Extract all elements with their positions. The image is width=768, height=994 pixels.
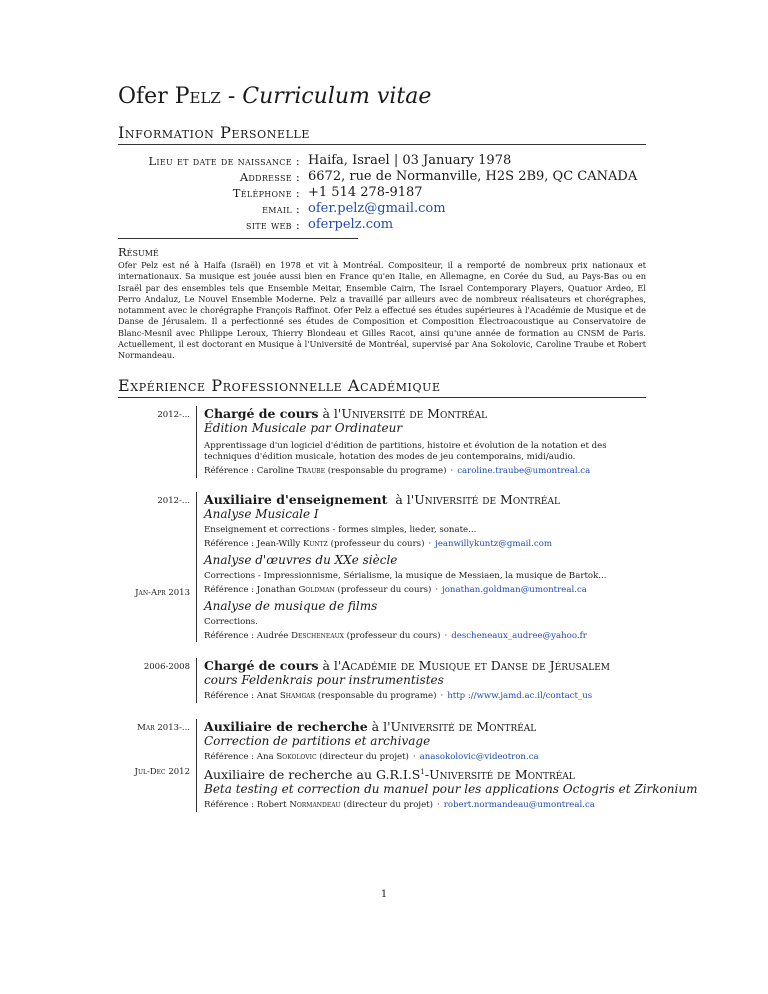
title-separator: - bbox=[220, 84, 243, 109]
reference-prefix: Référence : Anat bbox=[204, 691, 280, 702]
reference-last-name: Normandeau bbox=[289, 800, 341, 811]
reference-last-name: Descheneaux bbox=[291, 630, 344, 641]
email-link[interactable]: ofer.pelz@gmail.com bbox=[308, 201, 446, 216]
institution: Université de Montréal bbox=[414, 491, 560, 507]
reference-prefix: Référence : Jonathan bbox=[204, 585, 299, 596]
reference-suffix: (professeur du cours) bbox=[327, 539, 425, 550]
course-title: Édition Musicale par Ordinateur bbox=[204, 420, 403, 435]
page-number: 1 bbox=[380, 889, 388, 900]
at: à l' bbox=[367, 718, 391, 734]
website-link[interactable]: oferpelz.com bbox=[308, 217, 394, 232]
separator-dot: · bbox=[428, 539, 432, 550]
cv-page bbox=[118, 84, 698, 812]
experience-date-column bbox=[118, 658, 197, 702]
reference-last-name: Shamgar bbox=[279, 691, 316, 702]
reference-prefix: Référence : Robert bbox=[204, 800, 290, 811]
experience-date: Mar 2013-... bbox=[137, 722, 190, 733]
course-title: Beta testing et correction du manuel pour les applications Octogris et Zirkonium bbox=[204, 782, 698, 797]
first-name: Ofer bbox=[118, 84, 168, 109]
reference-email-link[interactable]: jeanwillykuntz@gmail.com bbox=[435, 539, 553, 550]
reference bbox=[204, 691, 646, 702]
experience-body bbox=[197, 719, 697, 812]
course-title: Analyse d'œuvres du XXe siècle bbox=[204, 552, 398, 567]
reference-prefix: Référence : Jean-Willy bbox=[204, 539, 303, 550]
reference bbox=[204, 585, 646, 596]
reference-email-link[interactable]: anasokolovic@videotron.ca bbox=[419, 751, 539, 762]
experience-date: 2006-2008 bbox=[143, 662, 190, 673]
reference-email-link[interactable]: jonathan.goldman@umontreal.ca bbox=[442, 585, 587, 596]
experience-date-column bbox=[118, 406, 197, 478]
experience-date: 2012-... bbox=[157, 409, 190, 420]
reference-prefix: Référence : Audrée bbox=[204, 630, 292, 641]
experience-date: Jul-Dec 2012 bbox=[134, 766, 190, 777]
reference-last-name: Sokolovic bbox=[276, 751, 317, 762]
page-title bbox=[118, 84, 646, 109]
section-title-experience: Expérience Professionnelle Académique bbox=[118, 376, 646, 398]
cv-label: Curriculum vitae bbox=[242, 84, 432, 109]
reference-last-name: Kuntz bbox=[302, 539, 328, 550]
resume-text: Ofer Pelz est né à Haifa (Israël) en 1978 et vit à Montréal. Compositeur, il a remporté de nombreux prix nationaux et internationaux. Sa musique est jouée aussi bien en France qu'en Italie, en Allemagne, en Corée du Sud, au Pays-Bas ou en Israël par des ensembles tels que Ensemble Meitar, Ensemble Cairn, The Israel Contemporary Players, Quatuor Ardeo, El Perro Andaluz, Le Nouvel Ensemble Moderne. Pelz a travaillé par ailleurs avec de nombreux réalisateurs et chorégraphes, notamment avec le chorégraphe François Raffinot. Ofer Pelz a effectué ses études supérieures à l'Académie de Musique et de Danse de Jérusalem. Il a perfectionné ses études de Composition et Composition Électroacoustique au Conservatoire de Blanc-Mesnil avec Philippe Leroux, Thierry Blondeau et Gilles Racot, ainsi qu'une année de formation au CNSM de Paris. Actuellement, il est doctorant en Musique à l'Université de Montréal, supervisé par Ana Sokolovic, Caroline Traube et Robert Normandeau. bbox=[118, 260, 646, 361]
reference bbox=[204, 631, 646, 642]
course-description: Enseignement et corrections - formes simples, lieder, sonate... bbox=[204, 524, 477, 535]
course-description: Apprentissage d'un logiciel d'édition de partitions, histoire et évolution de la notation et des techniques d'édition musicale, hotation des modes de jeu contemporains, midi/audio. bbox=[204, 440, 607, 463]
experience-body bbox=[197, 406, 646, 478]
at: à l' bbox=[387, 491, 415, 507]
separator-dot: · bbox=[450, 466, 454, 477]
last-name: Pelz bbox=[174, 84, 221, 109]
experience-heading bbox=[204, 658, 646, 673]
experience-body bbox=[197, 492, 646, 642]
separator-dot: · bbox=[435, 585, 439, 596]
experience-heading bbox=[204, 765, 697, 782]
info-label: Lieu et date de naissance : bbox=[148, 154, 300, 168]
info-row-birth bbox=[118, 153, 646, 169]
institution: Académie de Musique et Danse de Jérusalem bbox=[341, 658, 610, 674]
reference-suffix: (professeur du cours) bbox=[343, 630, 441, 641]
course-title: Correction de partitions et archivage bbox=[204, 733, 431, 748]
reference-suffix: (directeur du projet) bbox=[340, 800, 433, 811]
course-title: Analyse Musicale I bbox=[204, 506, 319, 521]
role: Auxiliaire de recherche bbox=[204, 718, 368, 734]
info-value: Haifa, Israel | 03 January 1978 bbox=[308, 153, 512, 168]
experience-body bbox=[197, 658, 646, 702]
at: à l' bbox=[318, 658, 342, 674]
reference-email-link[interactable]: descheneaux_audree@yahoo.fr bbox=[451, 630, 587, 641]
info-value: +1 514 278-9187 bbox=[308, 185, 423, 200]
info-row-email bbox=[118, 201, 646, 217]
resume-title: Résumé bbox=[118, 245, 159, 259]
experience-heading bbox=[204, 492, 646, 507]
separator-dot: · bbox=[444, 630, 448, 641]
info-label: email : bbox=[262, 202, 300, 216]
course-description: Corrections - Impressionnisme, Sérialisme, la musique de Messiaen, la musique de Bartok... bbox=[204, 570, 607, 581]
experience-heading bbox=[204, 406, 646, 421]
experience-entry bbox=[118, 492, 646, 642]
reference bbox=[204, 466, 646, 477]
reference-suffix: (responsable du programe) bbox=[315, 691, 437, 702]
role: Chargé de cours bbox=[204, 658, 319, 674]
personal-info bbox=[118, 153, 646, 233]
experience-entry bbox=[118, 658, 646, 702]
reference-last-name: Goldman bbox=[298, 585, 335, 596]
reference-url-link[interactable]: http ://www.jamd.ac.il/contact_us bbox=[447, 691, 593, 702]
separator-dot: · bbox=[436, 800, 440, 811]
course-title: Analyse de musique de films bbox=[204, 598, 378, 613]
reference-prefix: Référence : Caroline bbox=[204, 466, 297, 477]
info-divider bbox=[118, 238, 358, 239]
reference-email-link[interactable]: robert.normandeau@umontreal.ca bbox=[443, 800, 595, 811]
experience-date: Jan-Apr 2013 bbox=[135, 587, 190, 598]
institution: Université de Montréal bbox=[390, 718, 537, 734]
reference bbox=[204, 752, 697, 763]
course-title: cours Feldenkrais pour instrumentistes bbox=[204, 673, 444, 688]
info-row-phone bbox=[118, 185, 646, 201]
reference-suffix: (responsable du programe) bbox=[325, 466, 447, 477]
reference bbox=[204, 539, 646, 550]
role: Auxiliaire d'enseignement bbox=[204, 491, 388, 507]
role: Chargé de cours bbox=[204, 405, 319, 421]
reference-suffix: (professeur du cours) bbox=[334, 585, 432, 596]
reference bbox=[204, 800, 697, 811]
info-value: 6672, rue de Normanville, H2S 2B9, QC CANADA bbox=[308, 169, 638, 184]
experience-date-column bbox=[118, 492, 197, 642]
reference-email-link[interactable]: caroline.traube@umontreal.ca bbox=[457, 466, 591, 477]
experience-entry bbox=[118, 406, 646, 478]
role: Auxiliaire de recherche au G.R.I.S bbox=[204, 767, 421, 783]
info-row-address bbox=[118, 169, 646, 185]
reference-suffix: (directeur du projet) bbox=[316, 751, 409, 762]
experience-entry bbox=[118, 718, 698, 812]
institution: Université de Montréal bbox=[341, 405, 488, 421]
course-description: Corrections. bbox=[204, 616, 258, 627]
institution: Université de Montréal bbox=[429, 767, 575, 783]
info-label: site web : bbox=[246, 218, 300, 232]
section-title-info: Information Personelle bbox=[118, 123, 646, 145]
info-label: Téléphone : bbox=[232, 186, 300, 200]
at: à l' bbox=[318, 405, 342, 421]
role-separator: - bbox=[424, 767, 430, 783]
separator-dot: · bbox=[412, 751, 416, 762]
experience-date: 2012-... bbox=[157, 495, 190, 506]
reference-last-name: Traube bbox=[296, 466, 326, 477]
info-label: Addresse : bbox=[239, 170, 300, 184]
footnote-marker: 1 bbox=[420, 768, 425, 777]
experience-heading bbox=[204, 719, 697, 734]
reference-prefix: Référence : Ana bbox=[204, 751, 277, 762]
separator-dot: · bbox=[440, 691, 444, 702]
info-row-website bbox=[118, 217, 646, 233]
experience-date-column bbox=[118, 719, 197, 812]
